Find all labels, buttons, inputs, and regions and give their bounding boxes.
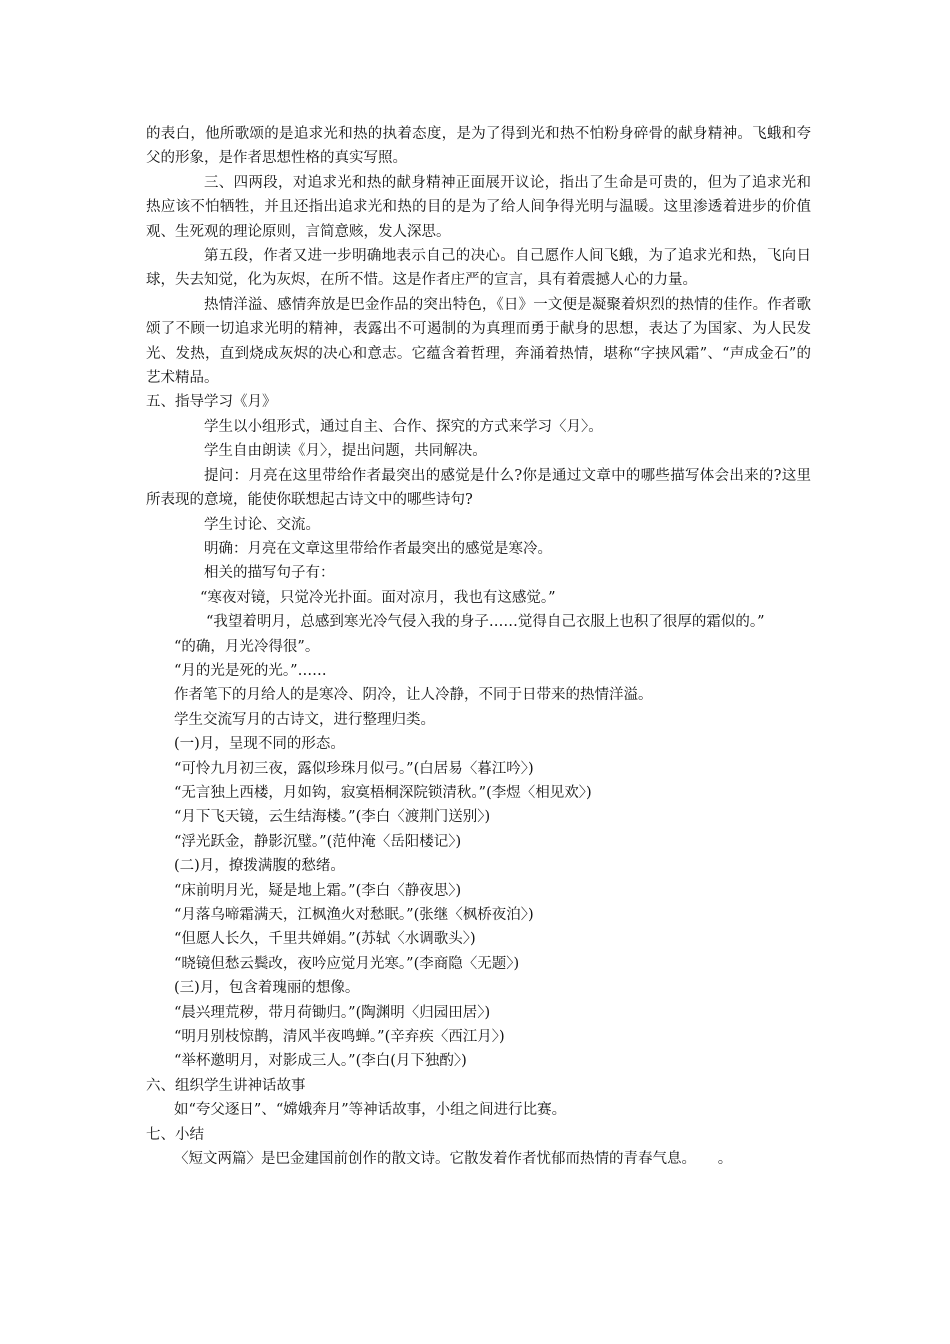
poem-group-2-heading: (二)月，撩拨满腹的愁绪。 [174,858,345,875]
poem-line: “无言独上西楼，月如钩，寂寞梧桐深院锁清秋。”(李煜〈相见欢〉) [174,784,592,801]
text-question: 提问：月亮在这里带给作者最突出的感觉是什么?你是通过文章中的哪些描写体会出来的?这里所表现的意境，能使你联想起古诗文中的哪些诗句? [146,467,811,509]
poem-line: “月落乌啼霜满天，江枫渔火对愁眠。”(张继〈枫桥夜泊〉) [174,907,534,923]
poem-line: “但愿人长久，千里共婵娟。”(苏轼〈水调歌头〉) [174,931,476,948]
quote-moon-gaze: “我望着明月，总感到寒光冷气侵入我的身子……觉得自己衣服上也积了很厚的霜似的。” [206,614,765,631]
section-heading-7: 七、小结 [146,1126,204,1143]
text-group-study: 学生以小组形式，通过自主、合作、探究的方式来学习〈月〉。 [204,418,603,435]
document-body [146,122,811,1171]
poem-line: “晓镜但愁云鬓改，夜吟应觉月光寒。”(李商隐〈无题〉) [174,955,520,972]
paragraph-summary-ri: 热情洋溢、感情奔放是巴金作品的突出特色，《日》一文便是凝聚着炽烈的热情的佳作。作者歌颂了不顾一切追求光明的精神，表露出不可遏制的为真理而勇于献身的思想，表达了为国家、为人民发光、发热，直到烧成灰烬的决心和意志。它蕴含着哲理，奔涌着热情，堪称“字挟风霜”、“声成金石”的艺术精品。 [146,296,811,387]
quote-dead-light: “月的光是死的光。”…… [174,662,327,679]
poem-line: “可怜九月初三夜，露似珍珠月似弓。”(白居易〈暮江吟〉) [174,760,534,777]
poem-line: “晨兴理荒秽，带月荷锄归。”(陶渊明〈归园田居〉) [174,1004,491,1021]
text-poem-exchange: 学生交流写月的古诗文，进行整理归类。 [174,711,435,728]
section-heading-6: 六、组织学生讲神话故事 [146,1077,306,1094]
poem-group-1-heading: (一)月，呈现不同的形态。 [174,736,345,753]
section-heading-5: 五、指导学习《月》 [146,394,277,411]
poem-line: “床前明月光，疑是地上霜。”(李白〈静夜思〉) [174,882,462,899]
text-related-sentences: 相关的描写句子有： [204,565,335,582]
text-clarification: 明确：月亮在文章这里带给作者最突出的感觉是寒冷。 [204,540,552,557]
text-author-moon: 作者笔下的月给人的是寒冷、阴冷，让人冷静，不同于日带来的热情洋溢。 [174,687,653,704]
paragraph-dedication: 的表白，他所歌颂的是追求光和热的执着态度，是为了得到光和热不怕粉身碎骨的献身精神。飞蛾和夸父的形象，是作者思想性格的真实写照。 [146,126,811,167]
paragraph-paragraph-5: 第五段，作者又进一步明确地表示自己的决心。自己愿作人间飞蛾，为了追求光和热，飞向日球，失去知觉，化为灰烬，在所不惜。这是作者庄严的宣言，具有着震撼人心的力量。 [146,248,811,289]
text-myth-stories: 如“夸父逐日”、“嫦娥奔月”等神话故事，小组之间进行比赛。 [174,1102,567,1119]
poem-line: “月下飞天镜，云生结海楼。”(李白〈渡荆门送别〉) [174,809,491,826]
poem-line: “举杯邀明月，对影成三人。”(李白(月下独酌〉) [174,1053,467,1070]
text-free-reading: 学生自由朗读《月〉，提出问题，共同解决。 [204,443,487,460]
poem-line: “浮光跃金，静影沉璧。”(范仲淹〈岳阳楼记〉) [174,833,462,850]
quote-moonlight-cold: “的确，月光冷得很”。 [174,638,320,655]
poem-line: “明月别枝惊鹊，清风半夜鸣蝉。”(辛弃疾〈西江月〉) [174,1029,505,1046]
text-discussion: 学生讨论、交流。 [204,516,320,533]
text-summary: 〈短文两篇〉是巴金建国前创作的散文诗。它散发着作者忧郁而热情的青春气息。 。 [174,1151,733,1168]
poem-group-3-heading: (三)月，包含着瑰丽的想像。 [174,980,360,997]
quote-cold-mirror: “寒夜对镜，只觉冷光扑面。面对凉月，我也有这感觉。” [200,589,556,606]
paragraph-paragraphs-3-4: 三、四两段，对追求光和热的献身精神正面展开议论，指出了生命是可贵的，但为了追求光和热应该不怕牺牲，并且还指出追求光和热的目的是为了给人间争得光明与温暖。这里渗透着进步的价值观、生死观的理论原则，言简意赅，发人深思。 [146,174,811,240]
